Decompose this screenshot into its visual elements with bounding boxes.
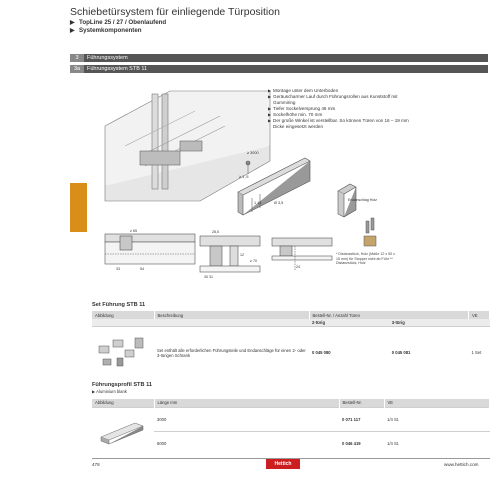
section-bar-3a: 3a Führungssystem STB 11 — [70, 65, 488, 73]
list-item: ▶ Sockelhöhe min. 70 mm — [268, 112, 323, 117]
table-header: Abbildung Beschreibung Bestell-Nr. / Anzahl Türen VE — [92, 311, 490, 319]
arrow-right-icon: ▶ — [70, 28, 75, 34]
page-number: 478 — [92, 462, 100, 467]
dim-28-5: 28,5 — [212, 230, 219, 234]
chapter-tab — [70, 183, 87, 232]
list-item: ▶ Montage unter dem Unterboden — [268, 88, 339, 93]
screws-icon — [364, 218, 376, 246]
hettich-logo: Hettich — [266, 459, 300, 469]
set-parts-image — [95, 332, 149, 372]
set-table — [92, 311, 490, 379]
dim-54: 54 — [140, 267, 144, 271]
set-image — [92, 327, 154, 379]
header-subline-1: ▶ TopLine 25 / 27 / Obenlaufend — [70, 19, 167, 26]
arrow-right-icon: ▶ — [268, 88, 272, 93]
dim-24: 24 — [296, 265, 300, 269]
header-subline-2: ▶ Systemkomponenten — [70, 27, 142, 34]
arrow-right-icon: ▶ — [92, 389, 97, 394]
arrow-right-icon: ▶ — [268, 112, 272, 117]
cross-section-mid — [200, 236, 260, 272]
dim-12: 12 — [240, 253, 244, 257]
dim-33: 33 — [116, 267, 120, 271]
arrow-right-icon: ▶ — [70, 20, 75, 26]
table-row: Set enthält alle erforderlichen Führungsteile und Endanschläge für einen 2- oder 3-türigen Schrank 0 045 080 0 045 081 1 Set — [92, 327, 490, 379]
cabinet-isometric — [105, 91, 270, 201]
profile-image — [92, 407, 154, 455]
dim-ge70: ≥ 70 — [250, 259, 257, 263]
cross-section-right — [272, 238, 332, 271]
set-table-title: Set Führung STB 11 — [92, 302, 146, 308]
profile-rail-image — [95, 417, 149, 445]
table-row: 3000 0 071 117 1/4 St. — [92, 407, 490, 431]
page-title: Schiebetürsystem für einliegende Türposition — [70, 6, 280, 18]
footer-url[interactable]: www.hettich.com — [444, 462, 479, 467]
arrow-right-icon: ▶ — [268, 106, 272, 111]
arrow-right-icon: ▶ — [268, 94, 272, 99]
stopper-label: Endanschlag Holz — [348, 198, 377, 202]
dim-ge65: ≥ 65 — [130, 229, 137, 233]
profile-table-subtitle: ▶ Aluminium blank — [92, 389, 127, 394]
dim-3000: ≥ 3000 — [247, 151, 259, 155]
arrow-right-icon: ▶ — [268, 118, 272, 123]
table-row: 6000 0 046 419 1/4 St. — [92, 431, 490, 455]
profile-table-title: Führungsprofil STB 11 — [92, 382, 152, 388]
section-bar-3: 3 Führungssystem — [70, 54, 488, 62]
dim-ø35: Ø 3,5 — [274, 201, 284, 205]
table-subheader: 2-türig 3-türig — [92, 319, 490, 327]
spacer-notes: * Distanzstück, Holz (Maße 12 x 50 x 15 mm) für Stopper nicht ab Führ ** Distanzstück, Holz — [336, 252, 395, 266]
list-item: ▶ Tiefer Sockelversprung 46 mm — [268, 106, 336, 111]
dim-d3: 1 13 — [254, 201, 262, 205]
list-item: ▶ Der große Winkel ist verstellbar. So können Türen von 16 – 19 mm Dicke eingesetzt werden — [268, 118, 409, 129]
list-item: ▶ Geräuscharmer Lauf durch Führungsrollen aus Kunststoff mit Gummiring — [268, 94, 398, 105]
dim-1-5: ≥ 1 ,5 — [239, 175, 249, 179]
dim-30-31: 30 31 — [204, 275, 213, 279]
page-header — [70, 6, 490, 35]
table-header: Abbildung Länge mm Bestell-Nr. VE — [92, 399, 490, 407]
profile-table — [92, 399, 490, 455]
cross-section-left — [105, 234, 195, 264]
feature-list — [268, 88, 418, 130]
